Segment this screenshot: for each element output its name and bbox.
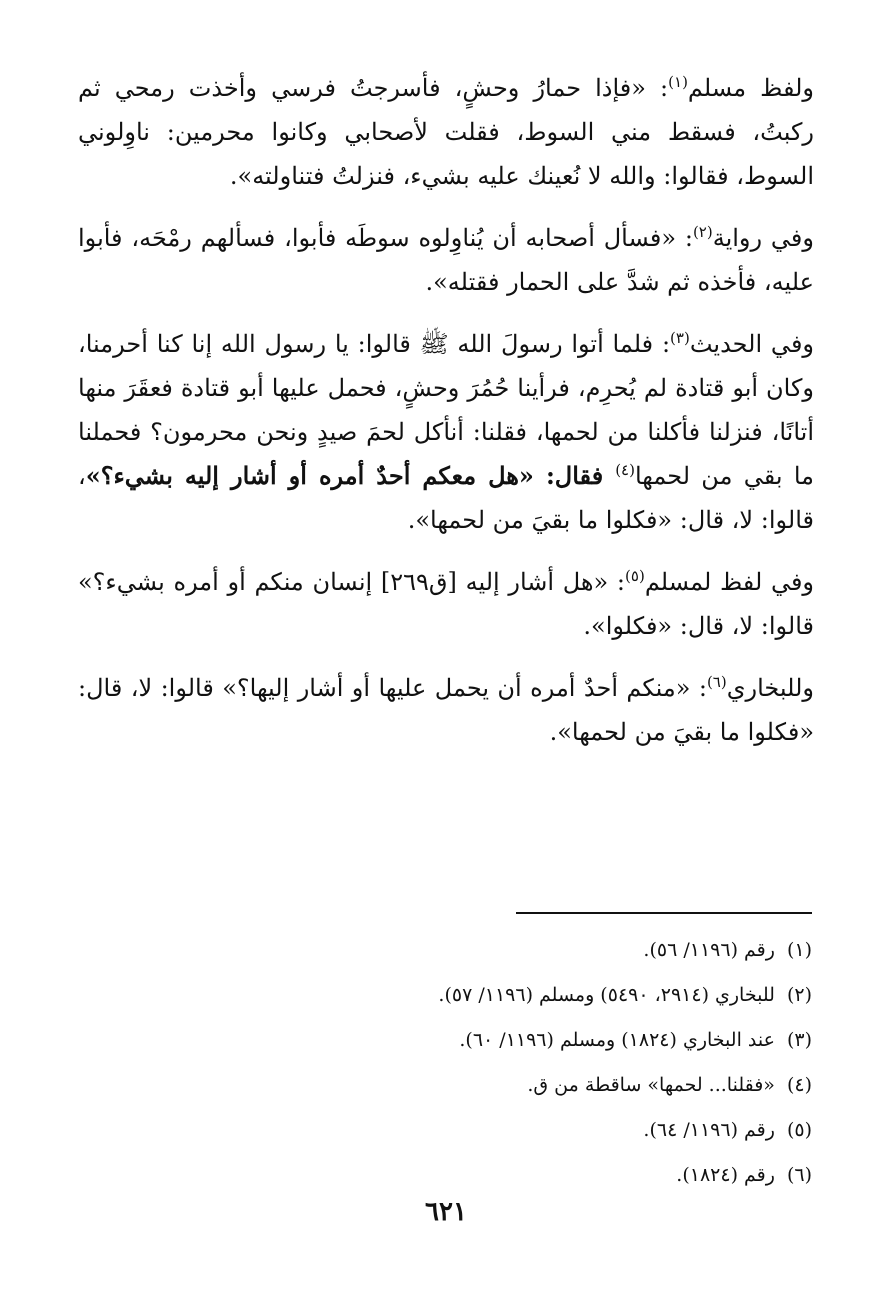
footnote-item: [212, 928, 812, 973]
footnote-item: [212, 1018, 812, 1063]
footnote-item: [212, 1108, 812, 1153]
paragraph-text: : «فإذا حمارُ وحشٍ، فأسرجتُ فرسي وأخذت رمحي ثم ركبتُ، فسقط مني السوط، فقلت لأصحابي وكانوا محرمين: ناوِلوني السوط، فقالوا: والله لا نُعينك عليه بشيء، فنزلتُ فتناولته».: [78, 74, 814, 190]
paragraph-text: : «فسأل أصحابه أن يُناوِلوه سوطَه فأبوا، فسألهم رمْحَه، فأبوا عليه، فأخذه ثم شدَّ على الحمار فقتله».: [78, 224, 814, 296]
paragraph-muslim-wording: [78, 66, 814, 198]
paragraph-bukhari: [78, 666, 814, 754]
footnote-number: (٥): [786, 1119, 812, 1141]
paragraph-text: : «هل أشار إليه [ق٢٦٩] إنسان منكم أو أمره بشيء؟» قالوا: لا، قال: «فكلوا».: [78, 568, 814, 640]
footnote-reference[interactable]: (٦): [706, 673, 727, 691]
paragraph-hadith: [78, 322, 814, 542]
paragraph-muslim-lafz: [78, 560, 814, 648]
paragraph-lead: وللبخاري: [726, 674, 814, 702]
footnote-number: (٢): [786, 984, 812, 1006]
footnote-text: رقم (١٨٢٤).: [676, 1164, 775, 1186]
footnote-reference[interactable]: (١): [668, 73, 688, 91]
hadith-quote-bold: فقال: «هل معكم أحدٌ أمره أو أشار إليه بشيء؟»: [85, 461, 616, 490]
paragraph-text: : فلما أتوا رسولَ الله ﷺ قالوا: يا رسول الله إنا كنا أحرمنا، وكان أبو قتادة لم يُحرِم، فرأينا حُمُرَ وحشٍ، فحمل عليها أبو قتادة فعقَرَ منها أتانًا، فنزلنا فأكلنا من لحمها، فقلنا: أنأكل لحمَ صيدٍ ونحن محرمون؟ فحملنا ما بقي من لحمها: [78, 330, 815, 490]
footnote-reference[interactable]: (٣): [670, 329, 690, 347]
footnotes-list: [212, 928, 812, 1198]
main-text: [78, 66, 814, 772]
paragraph-lead: وفي رواية: [712, 224, 814, 252]
footnote-number: (١): [786, 939, 812, 961]
page-number: ٦٢١: [425, 1197, 467, 1227]
paragraph-lead: وفي لفظ لمسلم: [644, 568, 815, 596]
paragraph-lead: وفي الحديث: [689, 330, 815, 358]
footnote-item: [212, 973, 812, 1018]
footnote-text: عند البخاري (١٨٢٤) ومسلم (١١٩٦/ ٦٠).: [459, 1029, 775, 1051]
footnote-item: [212, 1063, 812, 1108]
footnote-text: للبخاري (٢٩١٤، ٥٤٩٠) ومسلم (١١٩٦/ ٥٧).: [438, 984, 775, 1006]
paragraph-tail: ، قالوا: لا، قال: «فكلوا ما بقيَ من لحمها».: [78, 462, 814, 534]
footnote-divider: [516, 912, 812, 914]
footnote-number: (٦): [786, 1164, 812, 1186]
footnote-text: «فقلنا... لحمها» ساقطة من ق.: [527, 1074, 775, 1096]
footnote-text: رقم (١١٩٦/ ٥٦).: [643, 939, 775, 961]
footnote-reference[interactable]: (٤): [615, 461, 635, 479]
footnote-reference[interactable]: (٢): [692, 223, 713, 241]
paragraph-riwaya: [78, 216, 814, 304]
footnote-number: (٤): [786, 1074, 812, 1096]
paragraph-text: : «منكم أحدٌ أمره أن يحمل عليها أو أشار إليها؟» قالوا: لا، قال: «فكلوا ما بقيَ من لحمها».: [78, 674, 814, 746]
footnote-reference[interactable]: (٥): [625, 567, 645, 585]
footnote-number: (٣): [786, 1029, 812, 1051]
paragraph-lead: ولفظ مسلم: [687, 74, 815, 102]
footnote-text: رقم (١١٩٦/ ٦٤).: [643, 1119, 775, 1141]
